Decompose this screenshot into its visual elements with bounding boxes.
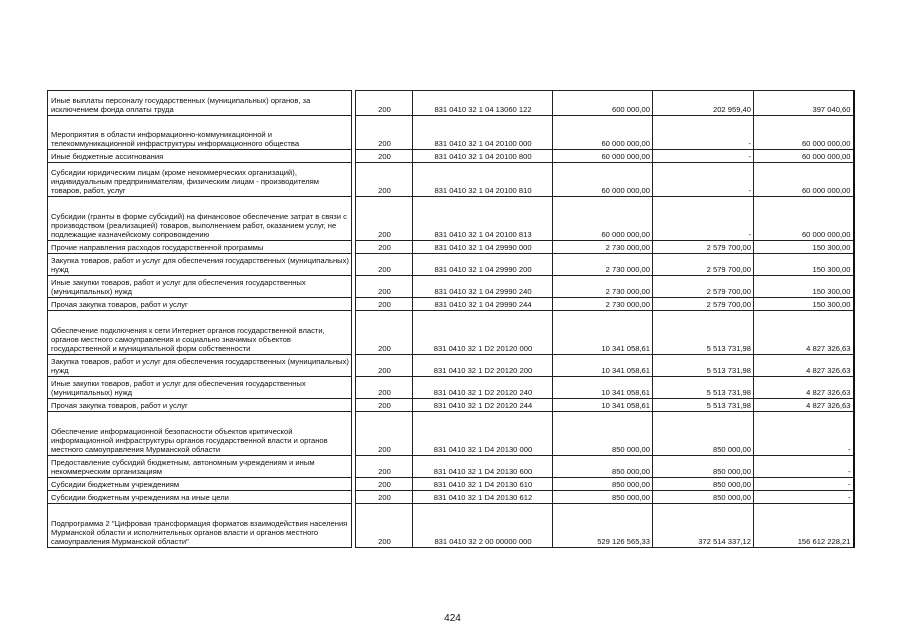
row-approved-cell: 850 000,00	[553, 456, 653, 478]
row-name-cell: Прочие направления расходов государственной программы	[48, 241, 352, 254]
row-name-cell: Подпрограмма 2 "Цифровая трансформация форматов взаимодействия населения Мурманской области и исполнительных органов власти и органов местного самоуправления Мурманской области"	[48, 504, 352, 548]
row-executed-cell: 372 514 337,12	[653, 504, 754, 548]
row-remaining-cell: 60 000 000,00	[754, 163, 854, 197]
row-name-cell: Мероприятия в области информационно-коммуникационной и телекоммуникационной инфраструктуры информационного общества	[48, 116, 352, 150]
row-name-cell: Закупка товаров, работ и услуг для обеспечения государственных (муниципальных) нужд	[48, 254, 352, 276]
row-executed-cell: 5 513 731,98	[653, 311, 754, 355]
row-kbk-cell: 831 0410 32 1 04 20100 800	[413, 150, 553, 163]
row-remaining-cell: 60 000 000,00	[754, 150, 854, 163]
row-code-cell: 200	[356, 355, 413, 377]
row-remaining-cell: 60 000 000,00	[754, 116, 854, 150]
table-row	[48, 197, 854, 241]
row-name-cell: Иные выплаты персоналу государственных (муниципальных) органов, за исключением фонда оплаты труда	[48, 91, 352, 116]
row-name-cell: Субсидии юридическим лицам (кроме некоммерческих организаций), индивидуальным предпринимателям, физическим лицам - производителям товаров, работ, услуг	[48, 163, 352, 197]
row-kbk-cell: 831 0410 32 1 04 20100 000	[413, 116, 553, 150]
row-approved-cell: 10 341 058,61	[553, 311, 653, 355]
row-name-cell: Иные закупки товаров, работ и услуг для обеспечения государственных (муниципальных) нужд	[48, 377, 352, 399]
row-code-cell: 200	[356, 197, 413, 241]
row-remaining-cell: 4 827 326,63	[754, 355, 854, 377]
row-approved-cell: 600 000,00	[553, 91, 653, 116]
table-row	[48, 491, 854, 504]
row-kbk-cell: 831 0410 32 1 D4 20130 610	[413, 478, 553, 491]
row-name-cell: Иные бюджетные ассигнования	[48, 150, 352, 163]
table-row	[48, 412, 854, 456]
row-executed-cell: 5 513 731,98	[653, 377, 754, 399]
row-remaining-cell: 150 300,00	[754, 254, 854, 276]
row-approved-cell: 2 730 000,00	[553, 254, 653, 276]
row-code-cell: 200	[356, 491, 413, 504]
row-name-cell: Субсидии (гранты в форме субсидий) на финансовое обеспечение затрат в связи с производством (реализацией) товаров, выполнением работ, оказанием услуг, не подлежащие казначейскому сопровождению	[48, 197, 352, 241]
row-remaining-cell: 60 000 000,00	[754, 197, 854, 241]
row-executed-cell: 2 579 700,00	[653, 241, 754, 254]
row-executed-cell: 2 579 700,00	[653, 254, 754, 276]
row-code-cell: 200	[356, 377, 413, 399]
row-name-cell: Закупка товаров, работ и услуг для обеспечения государственных (муниципальных) нужд	[48, 355, 352, 377]
row-approved-cell: 10 341 058,61	[553, 377, 653, 399]
row-approved-cell: 2 730 000,00	[553, 276, 653, 298]
row-executed-cell: 850 000,00	[653, 412, 754, 456]
row-remaining-cell: 4 827 326,63	[754, 377, 854, 399]
table-row	[48, 504, 854, 548]
table-row	[48, 399, 854, 412]
row-code-cell: 200	[356, 311, 413, 355]
row-approved-cell: 2 730 000,00	[553, 241, 653, 254]
row-name-cell: Прочая закупка товаров, работ и услуг	[48, 399, 352, 412]
row-name-cell: Прочая закупка товаров, работ и услуг	[48, 298, 352, 311]
table-row	[48, 311, 854, 355]
row-kbk-cell: 831 0410 32 1 04 29990 000	[413, 241, 553, 254]
row-name-cell: Обеспечение подключения к сети Интернет органов государственной власти, органов местного самоуправления и социально значимых объектов государственной и муниципальной форм собственности	[48, 311, 352, 355]
row-executed-cell: 5 513 731,98	[653, 399, 754, 412]
row-executed-cell: 850 000,00	[653, 478, 754, 491]
row-kbk-cell: 831 0410 32 1 D2 20120 200	[413, 355, 553, 377]
table-row	[48, 241, 854, 254]
row-executed-cell: 2 579 700,00	[653, 298, 754, 311]
row-kbk-cell: 831 0410 32 1 04 20100 810	[413, 163, 553, 197]
row-kbk-cell: 831 0410 32 1 D2 20120 000	[413, 311, 553, 355]
row-remaining-cell: 397 040,60	[754, 91, 854, 116]
table-row	[48, 91, 854, 116]
row-remaining-cell: 4 827 326,63	[754, 311, 854, 355]
table-row	[48, 355, 854, 377]
row-approved-cell: 10 341 058,61	[553, 355, 653, 377]
table-row	[48, 150, 854, 163]
table-row	[48, 377, 854, 399]
row-executed-cell: -	[653, 116, 754, 150]
row-remaining-cell: 150 300,00	[754, 298, 854, 311]
table-row	[48, 254, 854, 276]
row-code-cell: 200	[356, 163, 413, 197]
row-kbk-cell: 831 0410 32 1 04 13060 122	[413, 91, 553, 116]
row-executed-cell: 2 579 700,00	[653, 276, 754, 298]
row-code-cell: 200	[356, 478, 413, 491]
row-remaining-cell: 4 827 326,63	[754, 399, 854, 412]
row-code-cell: 200	[356, 276, 413, 298]
row-executed-cell: 202 959,40	[653, 91, 754, 116]
row-executed-cell: 850 000,00	[653, 491, 754, 504]
row-approved-cell: 2 730 000,00	[553, 298, 653, 311]
row-remaining-cell: 150 300,00	[754, 276, 854, 298]
row-remaining-cell: -	[754, 412, 854, 456]
row-executed-cell: 850 000,00	[653, 456, 754, 478]
row-executed-cell: -	[653, 150, 754, 163]
table-row	[48, 276, 854, 298]
row-name-cell: Предоставление субсидий бюджетным, автономным учреждениям и иным некоммерческим организациям	[48, 456, 352, 478]
row-code-cell: 200	[356, 116, 413, 150]
row-code-cell: 200	[356, 91, 413, 116]
row-code-cell: 200	[356, 456, 413, 478]
row-remaining-cell: -	[754, 456, 854, 478]
row-code-cell: 200	[356, 150, 413, 163]
row-kbk-cell: 831 0410 32 1 D4 20130 000	[413, 412, 553, 456]
table-row	[48, 116, 854, 150]
row-executed-cell: -	[653, 163, 754, 197]
row-kbk-cell: 831 0410 32 2 00 00000 000	[413, 504, 553, 548]
row-approved-cell: 529 126 565,33	[553, 504, 653, 548]
table-row	[48, 298, 854, 311]
row-code-cell: 200	[356, 254, 413, 276]
row-approved-cell: 60 000 000,00	[553, 116, 653, 150]
row-kbk-cell: 831 0410 32 1 D2 20120 240	[413, 377, 553, 399]
row-remaining-cell: 150 300,00	[754, 241, 854, 254]
row-name-cell: Иные закупки товаров, работ и услуг для обеспечения государственных (муниципальных) нужд	[48, 276, 352, 298]
row-code-cell: 200	[356, 412, 413, 456]
budget-table	[47, 90, 855, 548]
row-approved-cell: 850 000,00	[553, 412, 653, 456]
row-code-cell: 200	[356, 504, 413, 548]
row-approved-cell: 60 000 000,00	[553, 197, 653, 241]
row-remaining-cell: -	[754, 491, 854, 504]
row-kbk-cell: 831 0410 32 1 04 20100 813	[413, 197, 553, 241]
table-row	[48, 456, 854, 478]
row-approved-cell: 850 000,00	[553, 478, 653, 491]
row-approved-cell: 60 000 000,00	[553, 150, 653, 163]
row-name-cell: Обеспечение информационной безопасности объектов критической информационной инфраструктуры органов государственной власти и органов местного самоуправления Мурманской области	[48, 412, 352, 456]
row-approved-cell: 10 341 058,61	[553, 399, 653, 412]
row-approved-cell: 60 000 000,00	[553, 163, 653, 197]
row-code-cell: 200	[356, 399, 413, 412]
row-kbk-cell: 831 0410 32 1 D4 20130 600	[413, 456, 553, 478]
row-kbk-cell: 831 0410 32 1 04 29990 200	[413, 254, 553, 276]
page-number: 424	[444, 613, 461, 624]
row-executed-cell: 5 513 731,98	[653, 355, 754, 377]
row-code-cell: 200	[356, 298, 413, 311]
budget-table-body	[48, 91, 854, 548]
row-name-cell: Субсидии бюджетным учреждениям	[48, 478, 352, 491]
row-kbk-cell: 831 0410 32 1 04 29990 244	[413, 298, 553, 311]
table-row	[48, 478, 854, 491]
row-code-cell: 200	[356, 241, 413, 254]
row-remaining-cell: 156 612 228,21	[754, 504, 854, 548]
table-row	[48, 163, 854, 197]
row-kbk-cell: 831 0410 32 1 04 29990 240	[413, 276, 553, 298]
row-kbk-cell: 831 0410 32 1 D4 20130 612	[413, 491, 553, 504]
row-name-cell: Субсидии бюджетным учреждениям на иные цели	[48, 491, 352, 504]
row-remaining-cell: -	[754, 478, 854, 491]
row-kbk-cell: 831 0410 32 1 D2 20120 244	[413, 399, 553, 412]
row-approved-cell: 850 000,00	[553, 491, 653, 504]
row-executed-cell: -	[653, 197, 754, 241]
